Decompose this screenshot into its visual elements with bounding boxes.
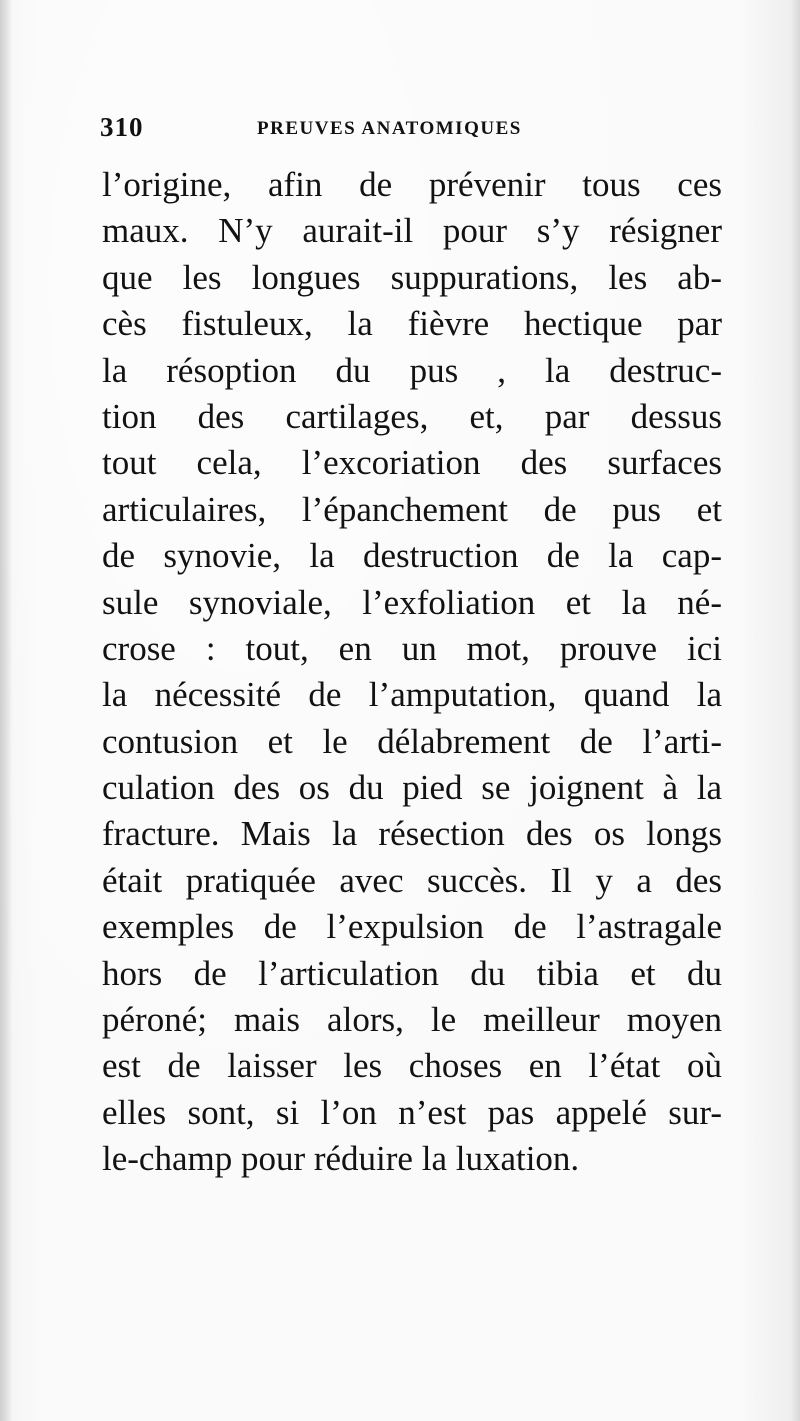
text-line: que les longues suppurations, les ab- <box>102 257 722 297</box>
page-header <box>100 112 720 152</box>
text-line: contusion et le délabrement de l’arti- <box>102 721 722 761</box>
text-line: la nécessité de l’amputation, quand la <box>102 675 722 715</box>
text-line: maux. N’y aurait-il pour s’y résigner <box>102 211 722 251</box>
text-line: était pratiquée avec succès. Il y a des <box>102 860 722 900</box>
text-line: culation des os du pied se joignent à la <box>102 768 722 808</box>
text-line: hors de l’articulation du tibia et du <box>102 953 722 993</box>
text-line: le-champ pour réduire la luxation. <box>102 1139 580 1179</box>
page-gutter-shadow <box>0 0 12 1421</box>
text-line: tion des cartilages, et, par dessus <box>102 396 722 436</box>
page-number: 310 <box>100 112 144 142</box>
text-line: tout cela, l’excoriation des surfaces <box>102 443 722 483</box>
text-line: péroné; mais alors, le meilleur moyen <box>102 1000 722 1040</box>
text-line: est de laisser les choses en l’état où <box>102 1046 722 1086</box>
body-text <box>102 162 722 1183</box>
text-line: articulaires, l’épanchement de pus et <box>102 489 722 529</box>
text-line: de synovie, la destruction de la cap- <box>102 536 722 576</box>
running-head: PREUVES ANATOMIQUES <box>257 118 522 139</box>
text-line: crose : tout, en un mot, prouve ici <box>102 628 722 668</box>
text-line: exemples de l’expulsion de l’astragale <box>102 907 722 947</box>
text-line: cès fistuleux, la fièvre hectique par <box>102 304 722 344</box>
text-line: sule synoviale, l’exfoliation et la né- <box>102 582 722 622</box>
text-line: l’origine, afin de prévenir tous ces <box>102 165 722 204</box>
text-line: fracture. Mais la résection des os longs <box>102 814 722 854</box>
text-line: elles sont, si l’on n’est pas appelé sur- <box>102 1092 722 1132</box>
text-line: la résoption du pus , la destruc- <box>102 350 722 390</box>
